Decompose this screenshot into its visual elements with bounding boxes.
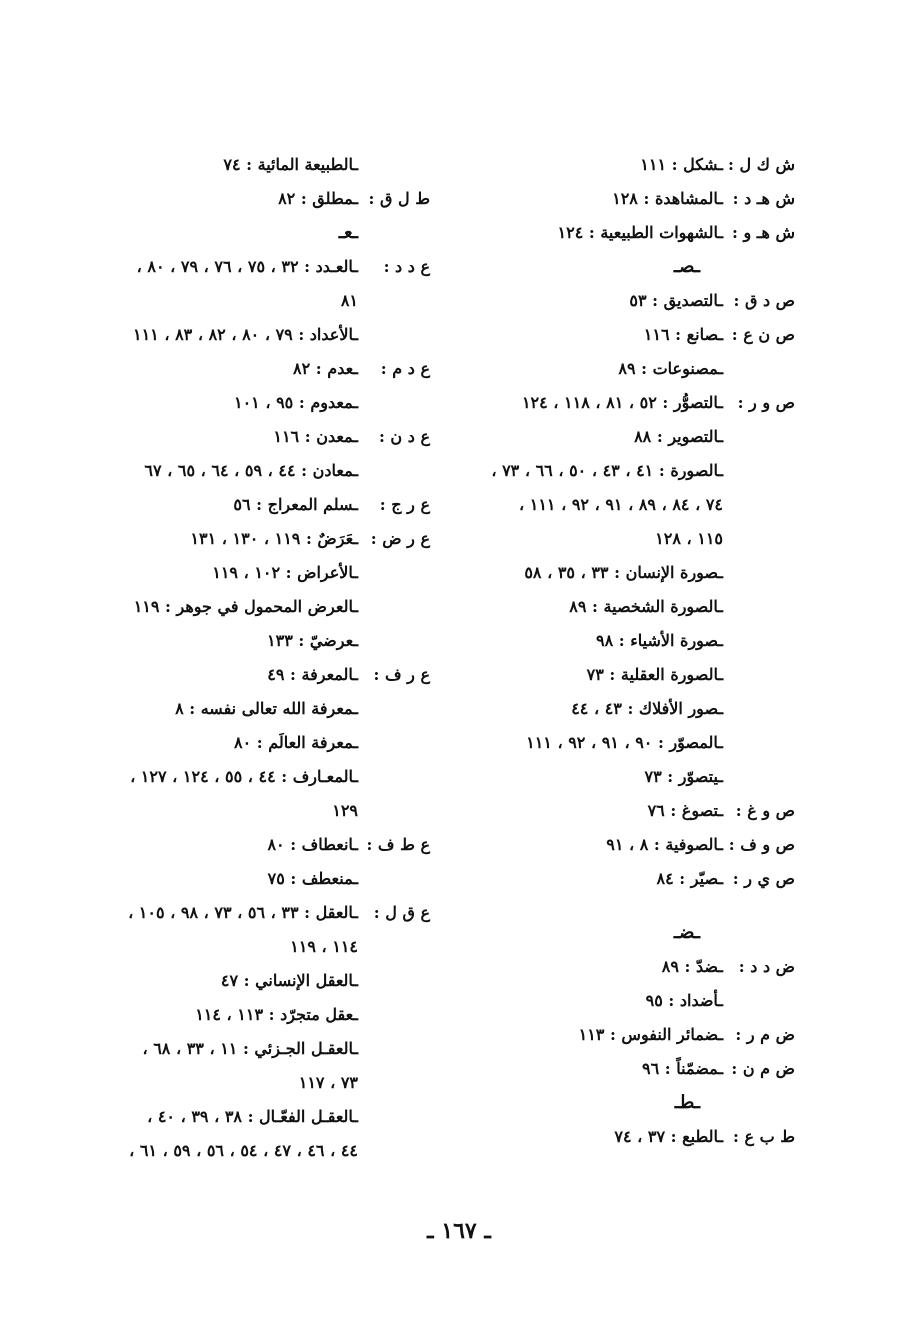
- index-row: [125, 828, 430, 862]
- root-letters: ط ل ق :: [368, 189, 430, 208]
- index-entry: ـمعدوم : ٩٥ ، ١٠١: [233, 393, 358, 412]
- index-row: [465, 984, 795, 1018]
- index-row: [125, 488, 430, 522]
- root-letters: ص و ر :: [737, 393, 795, 412]
- index-entry: ـمطلق : ٨٢: [278, 189, 358, 208]
- index-entry: ـمعادن : ٤٤ ، ٥٩ ، ٦٤ ، ٦٥ ، ٦٧: [144, 461, 358, 480]
- root-letters: ع د د :: [383, 257, 430, 276]
- section-letter-heading: ـصـ: [673, 256, 700, 277]
- index-row: [125, 1032, 430, 1066]
- index-entry: ـالعـدد : ٣٢ ، ٧٥ ، ٧٦ ، ٧٩ ، ٨٠ ،: [136, 257, 358, 276]
- index-entry: ـعقل متجرّد : ١١٣ ، ١١٤: [195, 1005, 358, 1024]
- index-row: [465, 182, 795, 216]
- spacer-row: [465, 896, 795, 916]
- root-letters: ع د م :: [380, 359, 430, 378]
- root-letters: ع ق ل :: [373, 903, 430, 922]
- index-row: [125, 1134, 430, 1168]
- section-heading-row: [465, 916, 795, 950]
- index-entry: ـالصوفية : ٨ ، ٩١: [606, 835, 723, 854]
- index-row: [125, 726, 430, 760]
- index-row: [125, 896, 430, 930]
- index-entry: ـالطبيعة المائية : ٧٤: [223, 155, 358, 174]
- root-letters: ص و ف :: [728, 835, 795, 854]
- index-row: [465, 352, 795, 386]
- index-row: [465, 1018, 795, 1052]
- section-heading-row: [125, 216, 430, 250]
- index-row: [465, 386, 795, 420]
- index-entry: ـصانع : ١١٦: [643, 325, 723, 344]
- index-row: [125, 522, 430, 556]
- index-entry: ـالصورة : ٤١ ، ٤٣ ، ٥٠ ، ٦٦ ، ٧٣ ،: [491, 461, 723, 480]
- index-entry: ـالأعداد : ٧٩ ، ٨٠ ، ٨٢ ، ٨٣ ، ١١١: [132, 325, 358, 344]
- index-entry: ـالمصوّر : ٩٠ ، ٩١ ، ٩٢ ، ١١١: [526, 733, 723, 752]
- index-row: [125, 1100, 430, 1134]
- root-letters: ع د ن :: [378, 427, 430, 446]
- index-entry: ـمعدن : ١١٦: [273, 427, 358, 446]
- index-entry: ـمصنوعات : ٨٩: [618, 359, 723, 378]
- index-entry: ـالمعـارف : ٤٤ ، ٥٥ ، ١٢٤ ، ١٢٧ ،: [130, 767, 358, 786]
- index-entry: ـشكل : ١١١: [640, 155, 723, 174]
- index-row: [465, 556, 795, 590]
- section-heading-row: [465, 250, 795, 284]
- index-row: [465, 794, 795, 828]
- index-row: [465, 692, 795, 726]
- index-entry: ـالمعرفة : ٤٩: [267, 665, 358, 684]
- index-row: [465, 1120, 795, 1154]
- index-row: [465, 950, 795, 984]
- index-row: [125, 862, 430, 896]
- index-entry: ـالعقـل الجـزئي : ١١ ، ٣٣ ، ٦٨ ،: [142, 1039, 358, 1058]
- index-row: [465, 454, 795, 488]
- index-row: [125, 556, 430, 590]
- index-row: [465, 488, 795, 522]
- root-letters: ع ر ض :: [370, 529, 430, 548]
- index-row: [465, 318, 795, 352]
- index-row: [125, 658, 430, 692]
- section-letter-heading: ـعـ: [338, 222, 358, 243]
- index-row: [125, 352, 430, 386]
- index-entry: ـالعقل الإنساني : ٤٧: [220, 971, 358, 990]
- index-row: [465, 148, 795, 182]
- section-letter-heading: ـطـ: [674, 1092, 700, 1113]
- index-entry: ـصور الأفلاك : ٤٣ ، ٤٤: [571, 699, 723, 718]
- root-letters: ض د د :: [738, 957, 795, 976]
- section-heading-row: [465, 1086, 795, 1120]
- index-row: [465, 522, 795, 556]
- index-entry: ١١٥ ، ١٢٨: [655, 529, 723, 548]
- index-entry: ـمنعطف : ٧٥: [267, 869, 358, 888]
- index-entry: ـالأعراض : ١٠٢ ، ١١٩: [212, 563, 358, 582]
- index-entry: ـعدم : ٨٢: [293, 359, 358, 378]
- index-entry: ـالمشاهدة : ١٢٨: [612, 189, 723, 208]
- right-index-column: [465, 148, 795, 1154]
- root-letters: ض م ن :: [731, 1059, 795, 1078]
- page-number: ـ ١٦٧ ـ: [427, 1218, 491, 1244]
- index-row: [125, 148, 430, 182]
- root-letters: ص د ق :: [733, 291, 795, 310]
- index-row: [125, 590, 430, 624]
- index-entry: ـضدّ : ٨٩: [661, 957, 723, 976]
- index-entry: ـالشهوات الطبيعية : ١٢٤: [557, 223, 723, 242]
- root-letters: ص و غ :: [735, 801, 795, 820]
- index-entry: ١٢٩: [332, 801, 358, 820]
- index-row: [465, 624, 795, 658]
- index-entry: ٧٣ ، ١١٧: [298, 1073, 358, 1092]
- index-entry: ـتصوغ : ٧٦: [647, 801, 723, 820]
- root-letters: ع ط ف :: [366, 835, 430, 854]
- index-row: [125, 318, 430, 352]
- index-entry: ـالتصديق : ٥٣: [629, 291, 723, 310]
- root-letters: ط ب ع :: [732, 1127, 795, 1146]
- index-row: [465, 828, 795, 862]
- index-entry: ـالتصوير : ٨٨: [634, 427, 723, 446]
- index-entry: ١١٤ ، ١١٩: [290, 937, 358, 956]
- index-entry: ٤٤ ، ٤٦ ، ٤٧ ، ٥٤ ، ٥٦ ، ٥٩ ، ٦١ ،: [129, 1141, 358, 1160]
- index-entry: ـالصورة العقلية : ٧٣: [586, 665, 723, 684]
- index-entry: ـالطبع : ٣٧ ، ٧٤: [614, 1127, 723, 1146]
- index-entry: ـالعقل : ٣٣ ، ٥٦ ، ٧٣ ، ٩٨ ، ١٠٥ ،: [128, 903, 358, 922]
- index-row: [125, 454, 430, 488]
- root-letters: ص ن ع :: [731, 325, 795, 344]
- index-row: [465, 862, 795, 896]
- index-row: [125, 420, 430, 454]
- index-row: [125, 386, 430, 420]
- root-letters: ش هـ و :: [732, 223, 795, 242]
- index-row: [125, 998, 430, 1032]
- index-entry: ٧٤ ، ٨٤ ، ٨٩ ، ٩١ ، ٩٢ ، ١١١ ،: [518, 495, 723, 514]
- root-letters: ش هـ د :: [732, 189, 795, 208]
- index-entry: ـالعرض المحمول في جوهر : ١١٩: [133, 597, 358, 616]
- index-row: [465, 726, 795, 760]
- index-entry: ـصورة الإنسان : ٣٣ ، ٣٥ ، ٥٨: [524, 563, 723, 582]
- index-entry: ـسلم المعراج : ٥٦: [233, 495, 358, 514]
- index-row: [465, 590, 795, 624]
- index-row: [125, 1066, 430, 1100]
- index-entry: ـعَرَضٌ : ١١٩ ، ١٣٠ ، ١٣١: [190, 529, 358, 548]
- index-entry: ـانعطاف : ٨٠: [267, 835, 358, 854]
- index-entry: ـصورة الأشياء : ٩٨: [596, 631, 723, 650]
- index-entry: ـالصورة الشخصية : ٨٩: [569, 597, 723, 616]
- root-letters: ش ك ل :: [728, 155, 795, 174]
- index-row: [465, 760, 795, 794]
- index-entry: ٨١: [340, 291, 358, 310]
- index-row: [125, 250, 430, 284]
- left-index-column: [125, 148, 430, 1168]
- index-row: [125, 964, 430, 998]
- index-entry: ـأضداد : ٩٥: [645, 991, 723, 1010]
- index-row: [465, 658, 795, 692]
- index-row: [465, 284, 795, 318]
- root-letters: ع ر ج :: [379, 495, 430, 514]
- index-row: [465, 420, 795, 454]
- index-row: [125, 624, 430, 658]
- index-row: [125, 284, 430, 318]
- index-row: [125, 182, 430, 216]
- root-letters: ص ي ر :: [732, 869, 795, 888]
- index-row: [125, 794, 430, 828]
- index-entry: ـصيّر : ٨٤: [656, 869, 723, 888]
- index-entry: ـمضمّناً : ٩٦: [642, 1059, 723, 1078]
- index-entry: ـضمائر النفوس : ١١٣: [578, 1025, 723, 1044]
- index-entry: ـالعقـل الفعّـال : ٣٨ ، ٣٩ ، ٤٠ ،: [147, 1107, 358, 1126]
- index-row: [125, 692, 430, 726]
- index-entry: ـيتصوّر : ٧٣: [644, 767, 723, 786]
- root-letters: ض م ر :: [735, 1025, 795, 1044]
- index-entry: ـعرضيّ : ١٣٣: [267, 631, 358, 650]
- root-letters: ع ر ف :: [373, 665, 430, 684]
- index-entry: ـمعرفة العالَم : ٨٠: [234, 733, 358, 752]
- index-row: [465, 1052, 795, 1086]
- section-letter-heading: ـضـ: [673, 922, 700, 943]
- index-row: [465, 216, 795, 250]
- index-row: [125, 930, 430, 964]
- index-row: [125, 760, 430, 794]
- index-entry: ـالتصوُّر : ٥٢ ، ٨١ ، ١١٨ ، ١٢٤: [521, 393, 723, 412]
- index-entry: ـمعرفة الله تعالى نفسه : ٨: [175, 699, 358, 718]
